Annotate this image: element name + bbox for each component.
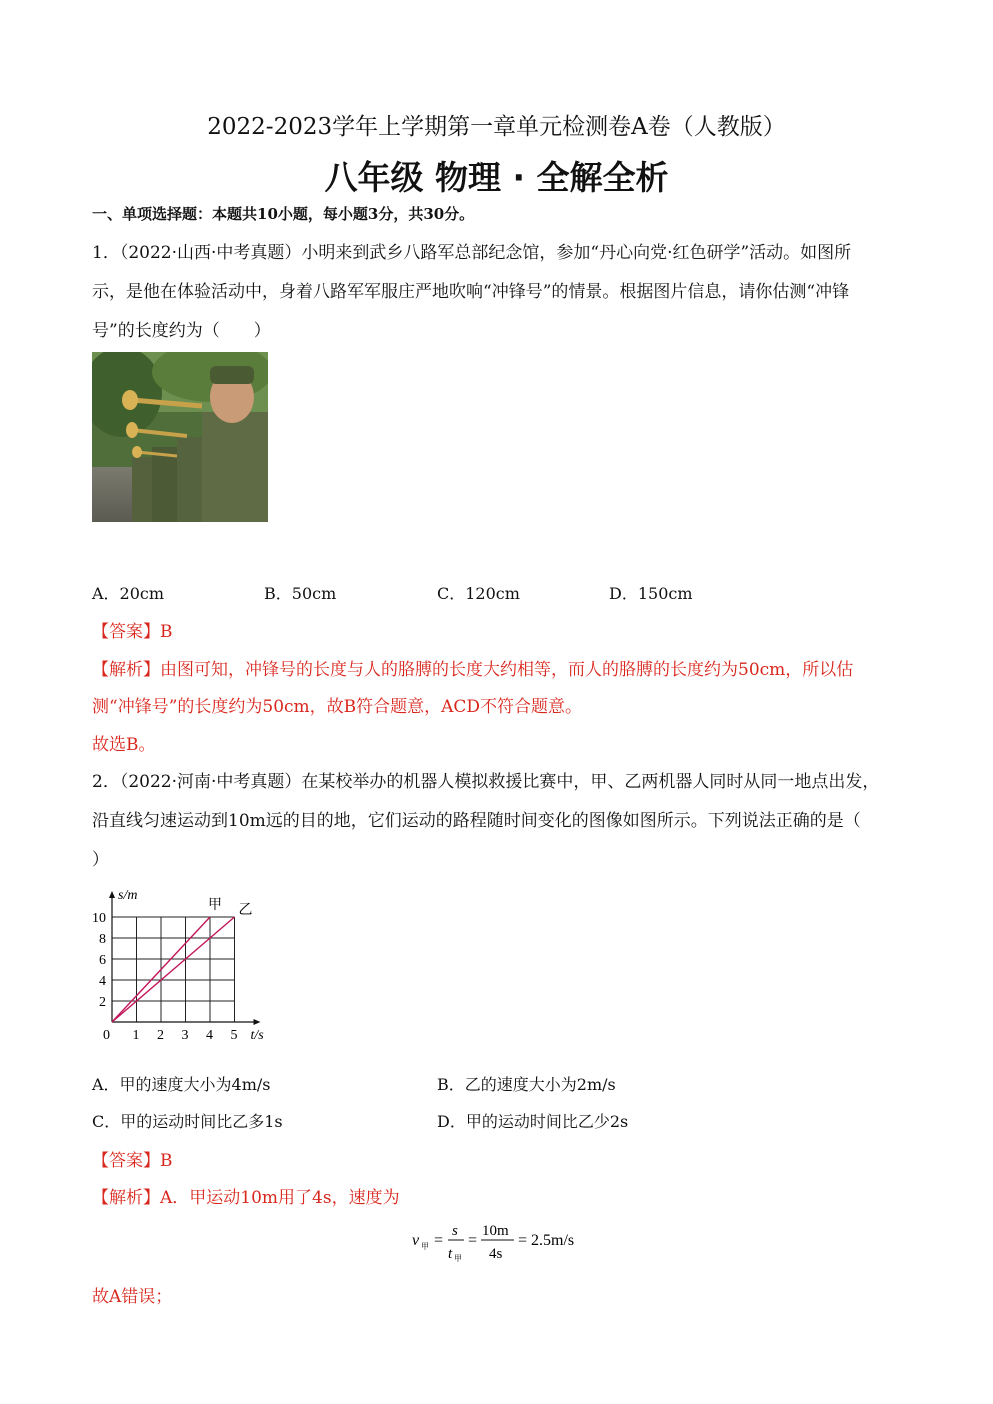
q2-option-a: A．甲的速度大小为4m/s [92, 1075, 271, 1094]
q1-stem-line3: 号”的长度约为（ ） [92, 321, 271, 341]
formula-10m: 10m [482, 1223, 509, 1239]
formula-4s: 4s [489, 1246, 503, 1262]
formula-v-sub: 甲 [421, 1242, 429, 1251]
series-label-2: 乙 [238, 902, 253, 918]
x-tick-label: 2 [157, 1028, 164, 1043]
section-heading: 一、单项选择题：本题共10小题，每小题3分，共30分。 [92, 205, 475, 223]
y-axis-arrow [109, 891, 115, 898]
svg-text:=: = [434, 1232, 444, 1249]
series-label-1: 甲 [208, 897, 222, 913]
x-tick-label: 0 [103, 1028, 110, 1043]
q1-analysis-line1: 【解析】由图可知，冲锋号的长度与人的胳膊的长度大约相等，而人的胳膊的长度约为50cm，所以估 [92, 660, 854, 680]
q1-option-a: A．20cm [92, 584, 165, 603]
q2-stem-line3: ） [92, 850, 109, 870]
document-title: 2022-2023学年上学期第一章单元检测卷A卷（人教版） [207, 114, 786, 140]
q2-answer: 【答案】B [92, 1151, 173, 1171]
q1-option-c: C．120cm [437, 584, 520, 603]
svg-text:=: = [468, 1232, 478, 1249]
speed-formula [412, 1218, 612, 1268]
q1-stem-line1: 1．（2022·山西·中考真题）小明来到武乡八路军总部纪念馆，参加“丹心向党·红色研学”活动。如图所 [92, 243, 852, 263]
y-tick-label: 10 [92, 911, 106, 926]
x-axis-label: t/s [250, 1028, 264, 1043]
series-line-2 [112, 917, 235, 1022]
y-tick-label: 8 [99, 932, 106, 947]
q2-option-b: B．乙的速度大小为2m/s [437, 1075, 616, 1094]
q1-answer: 【答案】B [92, 622, 173, 642]
formula-v: v [412, 1232, 420, 1249]
y-tick-label: 4 [99, 974, 106, 989]
x-axis-arrow [254, 1019, 261, 1025]
q1-conclusion: 故选B。 [92, 735, 156, 755]
formula-t: t [448, 1246, 453, 1262]
formula-t-sub: 甲 [454, 1254, 462, 1263]
q2-analysis-line1: 【解析】A．甲运动10m用了4s，速度为 [92, 1188, 400, 1208]
q2-option-d: D．甲的运动时间比乙少2s [437, 1112, 629, 1131]
q2-stem-line2: 沿直线匀速运动到10m远的目的地，它们运动的路程随时间变化的图像如图所示。下列说法正确的是（ [92, 811, 861, 831]
document-subtitle: 八年级 物理 · 全解全析 [324, 158, 669, 197]
q1-option-b: B．50cm [264, 584, 337, 603]
q1-stem-line2: 示，是他在体验活动中，身着八路军军服庄严地吹响“冲锋号”的情景。根据图片信息，请你估测“冲锋 [92, 282, 850, 302]
chart-svg [92, 870, 282, 1045]
x-tick-label: 4 [206, 1028, 213, 1043]
bugle-soldiers-photo [92, 352, 268, 522]
x-tick-label: 3 [181, 1028, 189, 1043]
y-tick-label: 2 [99, 995, 106, 1010]
q2-conclusion: 故A错误； [92, 1287, 173, 1307]
q2-stem-line1: 2．（2022·河南·中考真题）在某校举办的机器人模拟救援比赛中，甲、乙两机器人同时从同一地点出发， [92, 772, 880, 792]
q2-option-c: C．甲的运动时间比乙多1s [92, 1112, 283, 1131]
y-axis-label: s/m [118, 888, 138, 903]
formula-result: = 2.5m/s [518, 1232, 575, 1249]
q1-analysis-line2: 测“冲锋号”的长度约为50cm，故B符合题意，ACD不符合题意。 [92, 697, 583, 717]
formula-s: s [452, 1223, 458, 1239]
q1-option-d: D．150cm [609, 584, 693, 603]
distance-time-chart [92, 870, 282, 1049]
x-tick-label: 5 [230, 1028, 238, 1043]
x-tick-label: 1 [132, 1028, 140, 1043]
y-tick-label: 6 [99, 953, 106, 968]
